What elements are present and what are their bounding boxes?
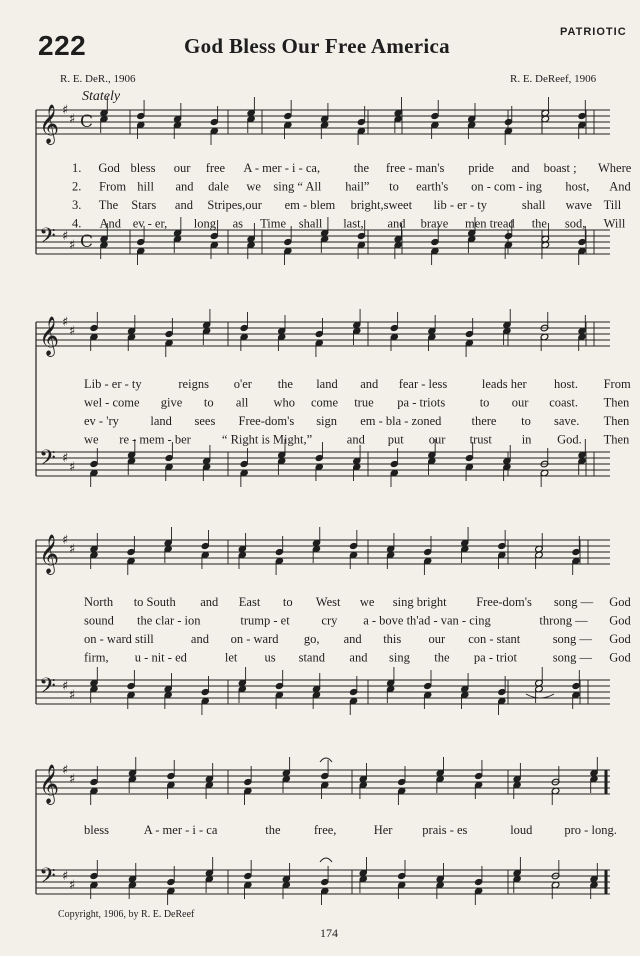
lyric-word: there (471, 414, 497, 428)
lyric-word: to (389, 179, 399, 194)
lyric-line (84, 651, 631, 665)
treble-clef: 𝄞 (39, 316, 60, 356)
lyric-word: and (349, 650, 368, 665)
lyric-word: Stripes,our (207, 198, 262, 212)
lyric-line (84, 823, 617, 837)
lyric-word: sing “ All (273, 179, 322, 194)
hymn-number: 222 (38, 30, 87, 61)
lyric-word: sod, (564, 216, 586, 231)
lyric-word: u - nit - ed (134, 650, 187, 665)
lyric-word: A - mer - i - ca (143, 823, 218, 837)
lyric-word: God (609, 650, 631, 665)
lyric-word: and (343, 632, 362, 646)
lyric-word: the (353, 161, 370, 175)
lyric-word: Time (260, 216, 287, 231)
category-label: PATRIOTIC (560, 26, 627, 38)
lyric-word: song — (552, 632, 592, 646)
lyric-word: hail” (345, 179, 370, 194)
lyric-word: let (224, 650, 238, 665)
lyric-word: to (282, 595, 293, 609)
sharp-sign: ♯ (69, 324, 76, 339)
lyric-word: hill (137, 179, 154, 194)
sharp-sign: ♯ (62, 869, 69, 884)
lyric-line (84, 632, 631, 646)
lyric-word: last, (343, 216, 364, 231)
lyric-word: us (264, 650, 276, 665)
lyric-word: bless (84, 823, 109, 837)
lyric-word: long (193, 216, 217, 231)
sharp-sign: ♯ (69, 460, 76, 475)
lyric-word: Will (603, 216, 626, 231)
lyric-word: land (316, 377, 338, 391)
lyric-word: 4. (72, 216, 82, 231)
lyric-word: pa - triot (473, 650, 517, 665)
bass-clef: 𝄢 (39, 674, 56, 704)
lyric-word: on - ward still (84, 632, 154, 646)
lyric-word: em - blem (284, 198, 336, 212)
sharp-sign: ♯ (69, 542, 76, 557)
lyric-line (84, 396, 630, 410)
lyric-word: ev - 'ry (84, 414, 119, 428)
lyric-line (84, 595, 631, 609)
lyric-word: God (98, 161, 120, 175)
sharp-sign: ♯ (69, 772, 76, 787)
lyric-word: Then (603, 395, 630, 410)
sharp-sign: ♯ (69, 238, 76, 253)
lyric-word: free (205, 161, 226, 175)
lyric-word: and (174, 198, 193, 212)
lyric-word: and (175, 179, 194, 194)
lyric-word: God (609, 595, 631, 609)
lyric-word: From (603, 377, 631, 391)
lyric-word: God. (557, 432, 582, 447)
time-signature: C (80, 112, 94, 132)
lyric-word: to (203, 395, 214, 410)
lyric-word: 2. (72, 179, 82, 194)
lyric-word: stand (298, 650, 325, 665)
hymn-title: God Bless Our Free America (184, 34, 450, 58)
staff-system (36, 97, 632, 265)
lyric-word: on - ward (230, 632, 279, 646)
lyric-word: wave (565, 198, 592, 212)
sharp-sign: ♯ (62, 229, 69, 244)
lyric-word: throng — (539, 613, 588, 628)
lyric-word: the clar - ion (137, 613, 201, 628)
lyric-word: re - mem - ber (119, 432, 191, 447)
lyric-word: 3. (72, 198, 82, 212)
lyric-word: earth's (416, 179, 449, 194)
lyric-word: Stars (131, 198, 157, 212)
lyric-word: and (360, 377, 379, 391)
lyric-word: fear - less (398, 377, 448, 391)
lyric-word: brave (420, 216, 449, 231)
lyric-line (72, 198, 622, 212)
lyric-word: the (277, 377, 293, 391)
lyric-word: come (311, 395, 339, 410)
lyric-word: and (387, 216, 406, 231)
lyric-line (84, 377, 631, 391)
treble-clef: 𝄞 (39, 764, 60, 804)
lyric-word: go, (303, 632, 320, 646)
lyric-word: sees (194, 414, 216, 428)
lyric-word: sound (84, 613, 114, 628)
lyric-word: who (273, 395, 296, 410)
lyric-word: free - man's (385, 161, 445, 175)
lyric-word: Where (598, 161, 632, 175)
lyric-word: Then (603, 414, 630, 428)
lyric-word: trust (469, 432, 492, 447)
lyric-word: bright,sweet (350, 198, 413, 212)
lyric-word: the (434, 650, 450, 665)
lyric-line (72, 161, 632, 175)
lyric-word: give (160, 395, 183, 410)
lyric-word: wel - come (84, 395, 140, 410)
lyric-word: we (246, 179, 261, 194)
lyric-word: lib - er - ty (433, 198, 487, 212)
lyric-word: pride (468, 161, 494, 175)
tie-mark (526, 694, 554, 698)
lyric-word: boast ; (543, 161, 577, 175)
lyric-word: Lib - er - ty (84, 377, 142, 391)
lyric-word: put (387, 432, 404, 447)
tempo-marking: Stately (82, 89, 121, 104)
lyric-word: North (84, 595, 114, 609)
lyric-word: Then (603, 432, 630, 447)
lyric-word: host. (554, 377, 578, 391)
lyric-word: trump - et (240, 613, 290, 628)
bass-clef: 𝄢 (39, 446, 56, 476)
lyric-word: true (354, 395, 374, 410)
lyric-word: Free-dom's (238, 414, 295, 428)
lyric-line (84, 614, 631, 628)
lyric-word: all (235, 395, 249, 410)
lyric-word: coast. (549, 395, 579, 410)
lyric-word: our (428, 632, 446, 646)
lyric-line (84, 414, 630, 428)
music-credit: R. E. DeReef, 1906 (510, 73, 597, 85)
lyric-line (84, 433, 630, 447)
lyric-word: this (383, 632, 402, 646)
lyric-word: The (98, 198, 119, 212)
page-number: 174 (320, 926, 338, 940)
lyric-word: and (200, 595, 219, 609)
lyric-word: we (359, 595, 375, 609)
copyright-notice: Copyright, 1906, by R. E. DeReef (58, 909, 195, 920)
lyric-word: and (346, 432, 365, 447)
lyric-word: to South (133, 595, 176, 609)
sharp-sign: ♯ (62, 533, 69, 548)
bass-clef: 𝄢 (39, 224, 56, 254)
lyric-word: to (479, 395, 490, 410)
lyric-word: in (521, 432, 532, 447)
lyric-word: sing (389, 650, 410, 665)
lyric-word: song — (553, 595, 594, 609)
lyric-word: em - bla - zoned (360, 414, 442, 428)
lyric-word: cry (321, 613, 338, 628)
lyric-word: loud (510, 823, 533, 837)
bass-clef: 𝄢 (39, 864, 56, 894)
lyric-word: East (238, 595, 261, 609)
lyric-word: o'er (233, 377, 252, 391)
sharp-sign: ♯ (62, 315, 69, 330)
fermata-mark (320, 758, 332, 762)
lyric-word: as (232, 216, 244, 231)
lyric-word: and (190, 632, 209, 646)
lyric-line (72, 180, 631, 194)
sharp-sign: ♯ (69, 688, 76, 703)
lyric-word: host, (565, 179, 590, 194)
lyric-word: leads her (481, 377, 527, 391)
lyric-word: ev - er, (132, 216, 168, 231)
lyric-word: dale (208, 179, 229, 194)
lyric-word: shall (298, 216, 323, 231)
treble-clef: 𝄞 (39, 534, 60, 574)
lyric-word: men tread (465, 216, 515, 231)
lyric-word: song — (552, 650, 593, 665)
lyric-word: A - mer - i - ca, (243, 161, 321, 175)
lyric-word: the (265, 823, 281, 837)
lyric-word: God (609, 613, 631, 628)
lyric-word: land (150, 414, 172, 428)
staff-system (36, 757, 617, 905)
treble-clef: 𝄞 (39, 104, 60, 144)
lyric-word: From (99, 179, 127, 194)
lyric-word: Her (373, 823, 393, 837)
sharp-sign: ♯ (69, 112, 76, 127)
lyric-word: con - stant (468, 632, 521, 646)
sharp-sign: ♯ (69, 878, 76, 893)
lyric-word: “ Right is Might,” (221, 432, 313, 447)
time-signature: C (80, 232, 94, 252)
lyric-word: to (521, 414, 531, 428)
lyric-word: we (84, 432, 99, 447)
lyric-word: our (173, 161, 191, 175)
staff-system (36, 309, 631, 487)
fermata-mark (320, 858, 332, 862)
lyric-word: our (428, 432, 446, 447)
lyric-word: Till (603, 198, 622, 212)
lyric-word: prais - es (422, 823, 468, 837)
words-credit: R. E. DeR., 1906 (60, 73, 136, 85)
lyric-word: And (609, 179, 631, 194)
lyric-word: on - com - ing (471, 179, 542, 194)
lyric-word: bless (130, 161, 156, 175)
sharp-sign: ♯ (62, 103, 69, 118)
lyric-word: And (99, 216, 122, 231)
sharp-sign: ♯ (62, 451, 69, 466)
lyric-word: pro - long. (564, 823, 617, 837)
lyric-word: Free-dom's (476, 595, 532, 609)
lyric-word: free, (313, 823, 337, 837)
sharp-sign: ♯ (62, 679, 69, 694)
lyric-word: sing bright (392, 595, 447, 609)
lyric-word: West (315, 595, 341, 609)
lyric-word: 1. (72, 161, 82, 175)
lyric-word: reigns (178, 377, 209, 391)
sharp-sign: ♯ (62, 763, 69, 778)
lyric-word: a - bove th'ad - van - cing (363, 613, 491, 628)
lyric-word: save. (554, 414, 580, 428)
lyric-word: and (511, 161, 530, 175)
lyric-line (72, 217, 626, 231)
lyric-word: the (531, 216, 547, 231)
lyric-word: shall (521, 198, 546, 212)
lyric-word: our (511, 395, 529, 410)
lyric-word: pa - triots (397, 395, 446, 410)
staff-system (36, 527, 631, 715)
lyric-word: God (609, 632, 631, 646)
lyric-word: sign (316, 414, 338, 428)
lyric-word: firm, (84, 650, 109, 665)
